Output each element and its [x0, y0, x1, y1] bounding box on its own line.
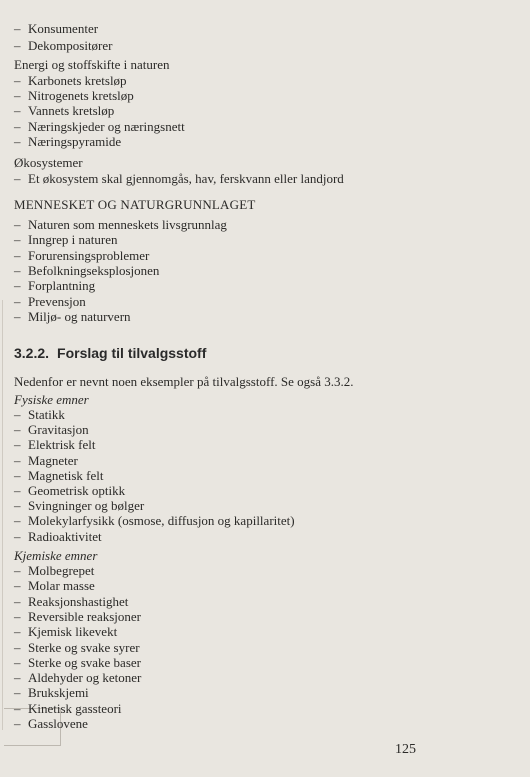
list-dash: – [14, 21, 21, 36]
list-item [14, 294, 86, 309]
list-item [14, 407, 65, 422]
list-dash: – [14, 88, 21, 104]
list-item [14, 701, 122, 716]
list-dash: – [14, 308, 21, 324]
list-item [14, 670, 141, 685]
list-item-text: Miljø- og naturvern [28, 308, 131, 324]
list-item-text: Magneter [28, 452, 78, 468]
list-item [14, 453, 78, 468]
list-dash: – [14, 483, 21, 498]
list-item [14, 513, 295, 528]
list-item-text: Gravitasjon [28, 422, 89, 438]
list-item [14, 483, 125, 498]
list-item [14, 529, 102, 544]
line-text: MENNESKET OG NATURGRUNNLAGET [14, 197, 256, 212]
list-dash: – [14, 624, 21, 640]
list-item-text: Sterke og svake baser [28, 654, 141, 670]
list-item [14, 594, 128, 609]
line-text: Fysiske emner [14, 392, 89, 407]
list-item [14, 563, 94, 578]
list-item [14, 88, 134, 103]
list-item [14, 38, 112, 53]
list-item-text: Svingninger og bølger [28, 498, 145, 514]
line-text: Kjemiske emner [14, 548, 98, 563]
list-dash: – [14, 278, 21, 294]
list-item-text: Naturen som menneskets livsgrunnlag [28, 217, 227, 232]
list-item [14, 278, 95, 293]
list-dash: – [14, 593, 21, 609]
list-item-text: Gasslovene [28, 716, 88, 731]
list-item [14, 134, 121, 149]
list-item-text: Karbonets kretsløp [28, 73, 127, 88]
list-dash: – [14, 247, 21, 263]
list-item [14, 422, 89, 437]
list-dash: – [14, 563, 21, 578]
list-item [14, 468, 103, 483]
list-dash: – [14, 217, 21, 232]
list-item-text: Molar masse [28, 578, 95, 594]
list-item [14, 171, 344, 186]
list-item-text: Næringskjeder og næringsnett [28, 118, 185, 134]
list-item-text: Nitrogenets kretsløp [28, 88, 134, 104]
list-item-text: Statikk [28, 407, 65, 422]
section-number: 3.2.2. [14, 345, 50, 361]
list-item [14, 624, 117, 639]
list-item [14, 578, 95, 593]
list-item-text: Kinetisk gassteori [28, 700, 122, 716]
list-dash: – [14, 38, 21, 53]
list-item-text: Sterke og svake syrer [28, 639, 140, 655]
list-item [14, 73, 127, 88]
list-dash: – [14, 654, 21, 670]
list-dash: – [14, 608, 21, 624]
list-item-text: Inngrep i naturen [28, 232, 118, 248]
list-item-text: Dekompositører [28, 38, 113, 53]
list-dash: – [14, 293, 21, 309]
list-dash: – [14, 262, 21, 278]
list-dash: – [14, 437, 21, 453]
list-item [14, 21, 98, 36]
subheading-human [14, 197, 256, 212]
list-item [14, 640, 140, 655]
list-item-text: Elektrisk felt [28, 437, 96, 453]
list-item-text: Geometrisk optikk [28, 483, 126, 498]
list-item [14, 263, 159, 278]
line-text: Nedenfor er nevnt noen eksempler på tilvalgsstoff. Se også 3.3.2. [14, 374, 354, 389]
list-item-text: Magnetisk felt [28, 467, 104, 483]
list-dash: – [14, 232, 21, 248]
list-dash: – [14, 407, 21, 422]
list-item [14, 217, 227, 232]
list-dash: – [14, 422, 21, 438]
list-item [14, 685, 89, 700]
section-title: Forslag til tilvalgsstoff [57, 345, 207, 361]
intro-paragraph [14, 374, 353, 389]
list-item-text: Radioaktivitet [28, 528, 102, 544]
list-item-text: Vannets kretsløp [28, 103, 115, 119]
list-dash: – [14, 639, 21, 655]
line-text: Energi og stoffskifte i naturen [14, 57, 170, 72]
margin-line [2, 300, 3, 730]
list-item-text: Konsumenter [28, 21, 99, 36]
list-item [14, 437, 96, 452]
list-item-text: Molekylarfysikk (osmose, diffusjon og kapillaritet) [28, 513, 295, 529]
list-item [14, 309, 131, 324]
list-item-text: Befolkningseksplosjonen [28, 262, 160, 278]
list-item-text: Forplantning [28, 278, 96, 294]
subheading-ecosystems [14, 155, 83, 170]
list-item-text: Reversible reaksjoner [28, 608, 141, 624]
list-item-text: Aldehyder og ketoner [28, 670, 142, 686]
list-item [14, 655, 141, 670]
list-item [14, 498, 144, 513]
list-dash: – [14, 716, 21, 731]
line-text: Økosystemer [14, 155, 83, 170]
list-item [14, 609, 141, 624]
list-item [14, 716, 88, 731]
subheading-physics [14, 392, 89, 407]
list-dash: – [14, 118, 21, 134]
list-dash: – [14, 498, 21, 514]
list-item-text: Et økosystem skal gjennomgås, hav, ferskvann eller landjord [28, 171, 344, 186]
list-dash: – [14, 685, 21, 701]
list-dash: – [14, 73, 21, 88]
list-item-text: Prevensjon [28, 293, 86, 309]
list-dash: – [14, 700, 21, 716]
list-item [14, 248, 149, 263]
list-item-text: Reaksjonshastighet [28, 593, 129, 609]
list-dash: – [14, 513, 21, 529]
list-dash: – [14, 452, 21, 468]
list-dash: – [14, 578, 21, 594]
list-dash: – [14, 467, 21, 483]
list-item-text: Forurensingsproblemer [28, 247, 150, 263]
subheading-chemistry [14, 548, 97, 563]
list-dash: – [14, 103, 21, 119]
list-item-text: Brukskjemi [28, 685, 89, 701]
subheading-energy [14, 57, 170, 72]
list-dash: – [14, 133, 21, 149]
list-dash: – [14, 670, 21, 686]
section-heading [14, 345, 206, 362]
list-dash: – [14, 528, 21, 544]
list-item-text: Molbegrepet [28, 563, 95, 578]
list-dash: – [14, 171, 21, 186]
list-item [14, 232, 118, 247]
list-item [14, 103, 114, 118]
list-item-text: Næringspyramide [28, 133, 122, 149]
list-item [14, 119, 185, 134]
page-number: 125 [395, 742, 416, 757]
list-item-text: Kjemisk likevekt [28, 624, 118, 640]
